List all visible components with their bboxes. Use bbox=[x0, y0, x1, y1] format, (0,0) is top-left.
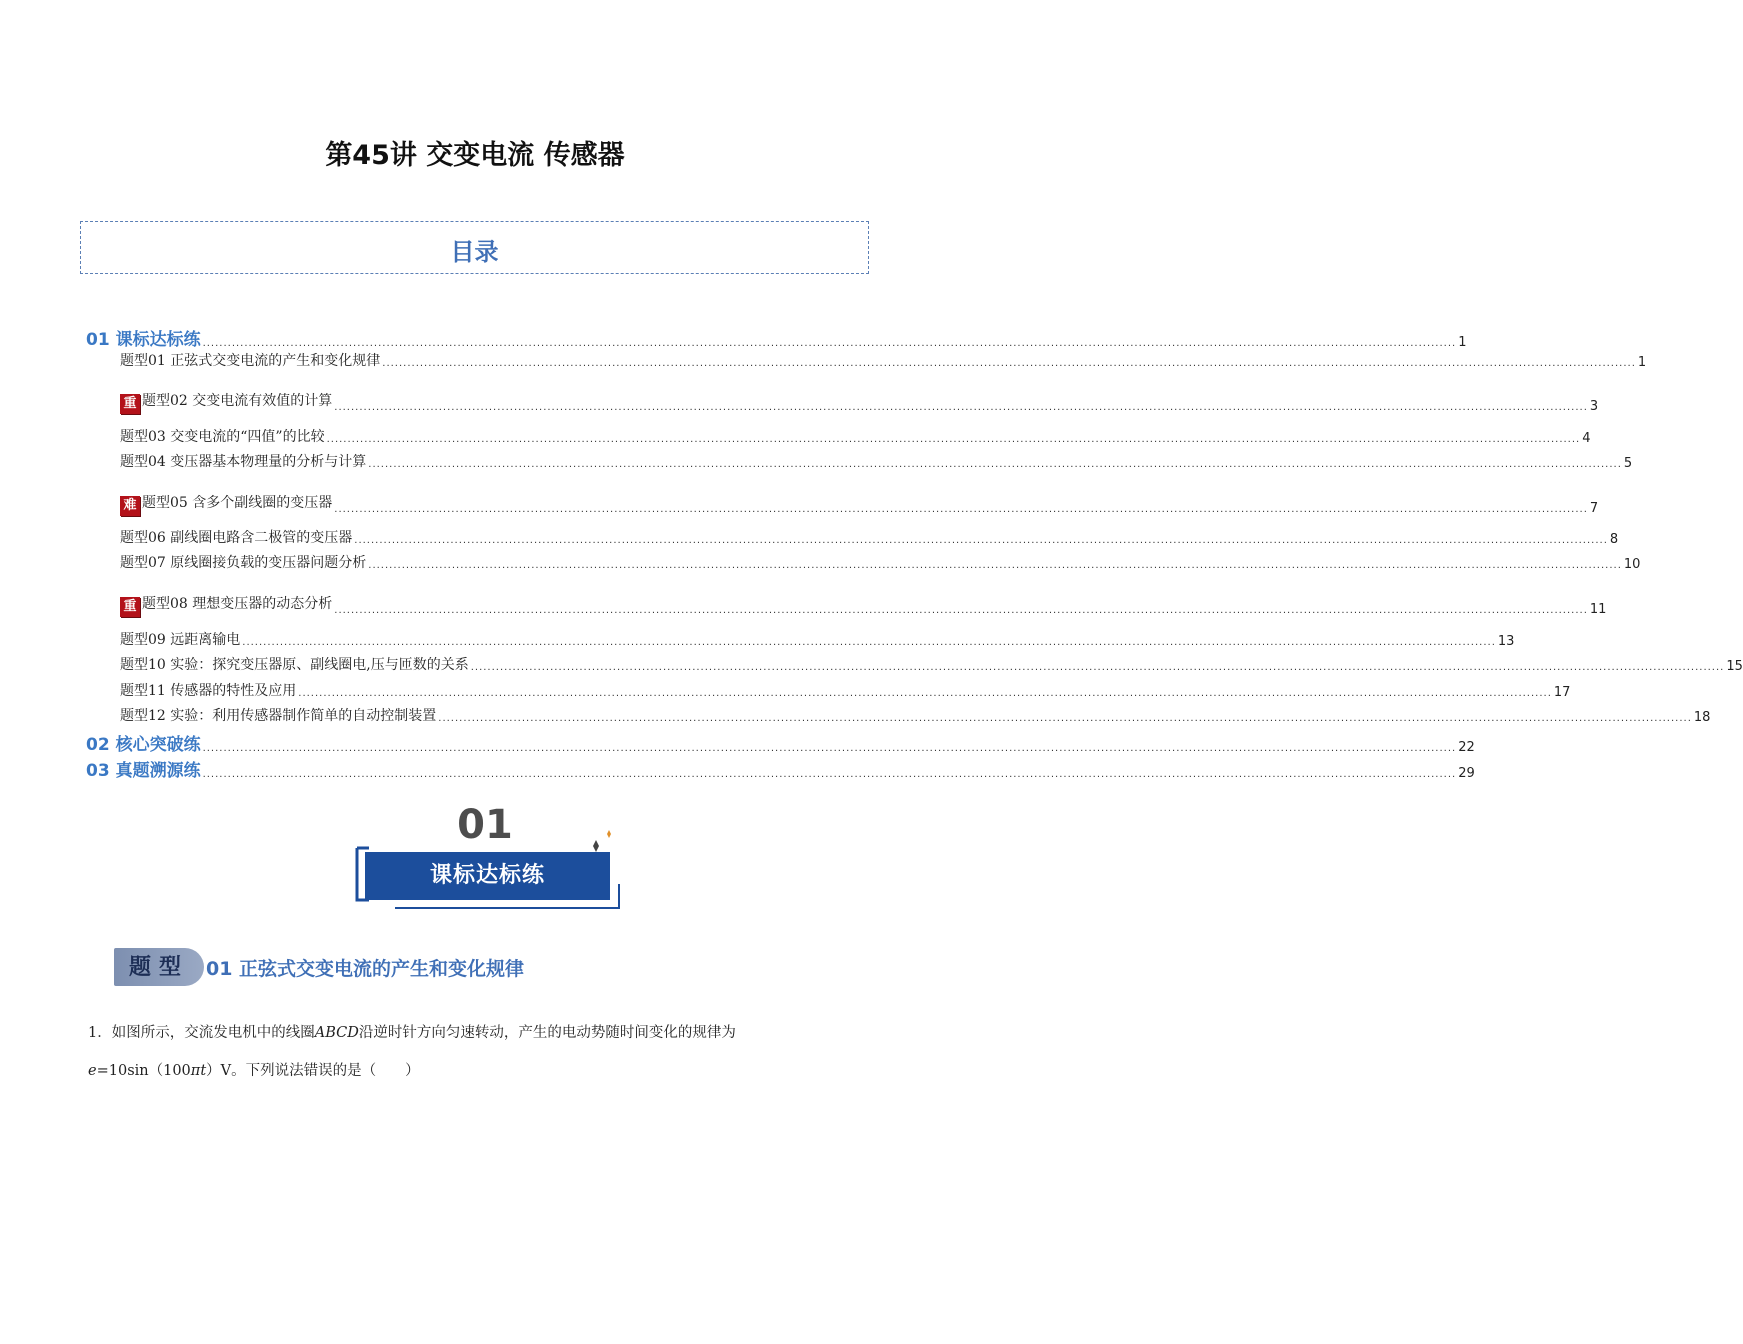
toc-leader-dots: ............................................................................................................................................................................................................................................................................................................ bbox=[202, 743, 1457, 754]
question-1 bbox=[88, 1014, 858, 1090]
toc-leader-dots: ............................................................................................................................................................................................................................................................................................................ bbox=[438, 713, 1692, 724]
toc-page-number: 1 bbox=[1458, 335, 1467, 350]
toc-page-number: 15 bbox=[1726, 659, 1743, 674]
toc-entry-label bbox=[120, 492, 332, 516]
section-number: 01 bbox=[457, 802, 513, 848]
toc-entry-label bbox=[120, 350, 380, 370]
toc-entry-text: 题型04 变压器基本物理量的分析与计算 bbox=[120, 454, 367, 470]
omega-t-variable: πt bbox=[190, 1063, 207, 1079]
toc-page-number: 5 bbox=[1623, 456, 1633, 471]
toc-item-link[interactable] bbox=[120, 390, 1599, 414]
toc-leader-dots: ............................................................................................................................................................................................................................................................................................................ bbox=[334, 605, 1588, 616]
key-point-badge: 重 bbox=[120, 394, 140, 414]
toc-entry-text: 题型01 正弦式交变电流的产生和变化规律 bbox=[120, 353, 381, 369]
toc-entry-label bbox=[120, 705, 436, 725]
toc-leader-dots: ............................................................................................................................................................................................................................................................................................................ bbox=[368, 459, 1622, 470]
toc-entry-text: 题型03 交变电流的“四值”的比较 bbox=[120, 429, 325, 445]
toc-page-number: 7 bbox=[1589, 501, 1599, 516]
toc-item-link[interactable] bbox=[120, 629, 1515, 649]
toc-page-number: 3 bbox=[1589, 399, 1599, 414]
toc-entry-text: 题型02 交变电流有效值的计算 bbox=[142, 393, 333, 409]
section-name: 课标达标练 bbox=[365, 852, 610, 900]
toc-leader-dots: ............................................................................................................................................................................................................................................................................................................ bbox=[242, 637, 1496, 648]
question-line-2 bbox=[88, 1052, 858, 1090]
toc-entry-label bbox=[86, 325, 201, 350]
toc-page-number: 22 bbox=[1458, 740, 1475, 755]
toc-item-link[interactable] bbox=[120, 492, 1599, 516]
section-header-graphic bbox=[355, 800, 625, 912]
toc-item-link[interactable] bbox=[120, 451, 1633, 471]
toc-entry-label bbox=[86, 730, 201, 755]
toc-leader-dots: ............................................................................................................................................................................................................................................................................................................ bbox=[334, 402, 1588, 413]
toc-entry-text: 题型10 实验：探究变压器原、副线圈电,压与匝数的关系 bbox=[120, 657, 469, 673]
emf-variable: e bbox=[88, 1063, 97, 1079]
difficult-badge: 难 bbox=[120, 496, 140, 516]
toc-heading: 目录 bbox=[450, 238, 499, 266]
toc-page-number: 18 bbox=[1693, 710, 1711, 725]
question-text: 如图所示，交流发电机中的线圈 bbox=[111, 1025, 315, 1041]
question-line-1 bbox=[88, 1014, 858, 1052]
toc-page-number: 10 bbox=[1623, 557, 1641, 572]
toc-entry-label bbox=[120, 680, 296, 700]
question-text: =10sin（100 bbox=[96, 1063, 191, 1079]
document-title: 第45讲 交变电流 传感器 bbox=[325, 140, 625, 171]
type-title: 01 正弦式交变电流的产生和变化规律 bbox=[206, 958, 525, 980]
coil-variable: ABCD bbox=[314, 1025, 359, 1041]
toc-item-link[interactable] bbox=[120, 426, 1591, 446]
toc-leader-dots: ............................................................................................................................................................................................................................................................................................................ bbox=[202, 338, 1457, 349]
toc-entry-text: 03 真题溯源练 bbox=[86, 761, 201, 781]
toc-entry-label bbox=[120, 390, 332, 414]
toc-item-link[interactable] bbox=[120, 350, 1647, 370]
toc-entry-label bbox=[86, 756, 201, 781]
toc-entry-text: 题型08 理想变压器的动态分析 bbox=[142, 596, 333, 612]
toc-page-number: 1 bbox=[1637, 355, 1647, 370]
type-tag: 题型 bbox=[114, 948, 204, 986]
toc-heading-box bbox=[80, 221, 869, 274]
toc-entry-text: 题型12 实验：利用传感器制作简单的自动控制装置 bbox=[120, 708, 437, 724]
toc-leader-dots: ............................................................................................................................................................................................................................................................................................................ bbox=[334, 504, 1588, 515]
toc-section-link[interactable] bbox=[86, 325, 1467, 350]
toc-leader-dots: ............................................................................................................................................................................................................................................................................................................ bbox=[354, 535, 1608, 546]
toc-entry-label bbox=[120, 426, 325, 446]
toc-leader-dots: ............................................................................................................................................................................................................................................................................................................ bbox=[298, 688, 1552, 699]
question-text: ）V。下列说法错误的是（ ） bbox=[206, 1063, 420, 1079]
toc-section-link[interactable] bbox=[86, 756, 1475, 781]
toc-entry-label bbox=[120, 451, 366, 471]
toc-leader-dots: ............................................................................................................................................................................................................................................................................................................ bbox=[470, 662, 1725, 673]
toc-leader-dots: ............................................................................................................................................................................................................................................................................................................ bbox=[326, 434, 1581, 445]
toc-entry-text: 题型11 传感器的特性及应用 bbox=[120, 683, 297, 699]
question-number: 1． bbox=[88, 1025, 112, 1041]
toc-entry-label bbox=[120, 654, 469, 674]
toc-item-link[interactable] bbox=[120, 552, 1641, 572]
key-point-badge: 重 bbox=[120, 597, 140, 617]
toc-item-link[interactable] bbox=[120, 705, 1711, 725]
toc-entry-text: 题型07 原线圈接负载的变压器问题分析 bbox=[120, 555, 367, 571]
question-text: 沿逆时针方向匀速转动，产生的电动势随时间变化的规律为 bbox=[358, 1025, 736, 1041]
toc-entry-label bbox=[120, 527, 352, 547]
toc-entry-text: 题型05 含多个副线圈的变压器 bbox=[142, 495, 333, 511]
toc-item-link[interactable] bbox=[120, 527, 1619, 547]
toc-item-link[interactable] bbox=[120, 593, 1607, 617]
toc-entry-label bbox=[120, 593, 332, 617]
toc-page-number: 11 bbox=[1589, 602, 1607, 617]
toc-page-number: 8 bbox=[1609, 532, 1619, 547]
toc-leader-dots: ............................................................................................................................................................................................................................................................................................................ bbox=[368, 560, 1622, 571]
toc-entry-text: 02 核心突破练 bbox=[86, 735, 201, 755]
toc-leader-dots: ............................................................................................................................................................................................................................................................................................................ bbox=[382, 358, 1636, 369]
toc-entry-label bbox=[120, 552, 366, 572]
toc-section-link[interactable] bbox=[86, 730, 1475, 755]
toc-entry-text: 题型06 副线圈电路含二极管的变压器 bbox=[120, 530, 353, 546]
toc-page-number: 29 bbox=[1458, 766, 1475, 781]
toc-entry-text: 题型09 远距离输电 bbox=[120, 632, 241, 648]
toc-entry-label bbox=[120, 629, 240, 649]
toc-item-link[interactable] bbox=[120, 680, 1571, 700]
question-type-banner bbox=[114, 948, 614, 992]
toc-item-link[interactable] bbox=[120, 654, 1743, 674]
toc-page-number: 4 bbox=[1582, 431, 1591, 446]
toc-entry-text: 01 课标达标练 bbox=[86, 330, 201, 350]
toc-leader-dots: ............................................................................................................................................................................................................................................................................................................ bbox=[202, 769, 1457, 780]
toc-page-number: 13 bbox=[1497, 634, 1515, 649]
toc-page-number: 17 bbox=[1553, 685, 1571, 700]
